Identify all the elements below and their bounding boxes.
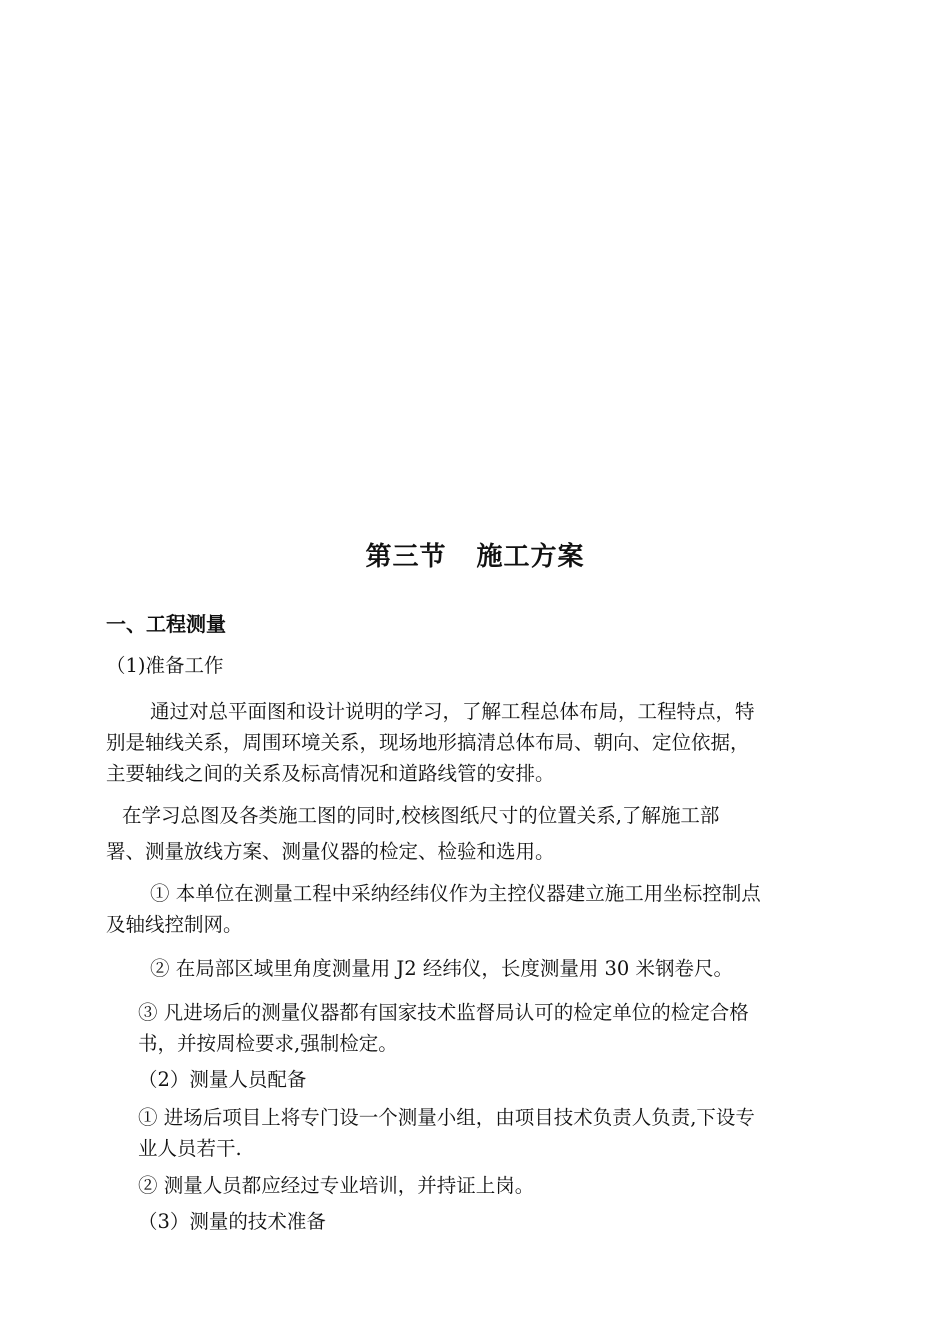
paragraph-1-line-2: 别是轴线关系，周围环境关系，现场地形搞清总体布局、朝向、定位依据， — [106, 731, 750, 754]
staff-item-2: ② 测量人员都应经过专业培训，并持证上岗。 — [138, 1174, 535, 1197]
title-part-1: 第三节 — [365, 542, 447, 572]
paragraph-2-line-1: 在学习总图及各类施工图的同时,校核图纸尺寸的位置关系,了解施工部 — [122, 804, 720, 827]
paragraph-1-line-1: 通过对总平面图和设计说明的学习，了解工程总体布局，工程特点，特 — [150, 700, 755, 723]
sub-heading-preparation: （1)准备工作 — [106, 654, 224, 677]
sub-heading-technical-prep: （3）测量的技术准备 — [138, 1210, 326, 1233]
paragraph-2-line-2: 署、测量放线方案、测量仪器的检定、检验和选用。 — [106, 840, 555, 863]
staff-item-1-line-1: ① 进场后项目上将专门设一个测量小组，由项目技术负责人负责,下设专 — [138, 1106, 755, 1129]
item-1-line-1: ① 本单位在测量工程中采纳经纬仪作为主控仪器建立施工用坐标控制点 — [150, 882, 761, 905]
item-2: ② 在局部区域里角度测量用 J2 经纬仪，长度测量用 30 米钢卷尺。 — [150, 957, 734, 980]
sub-heading-staffing: （2）测量人员配备 — [138, 1068, 307, 1091]
title-part-2: 施工方案 — [476, 542, 585, 572]
item-3-line-1: ③ 凡进场后的测量仪器都有国家技术监督局认可的检定单位的检定合格 — [138, 1001, 749, 1024]
item-3-line-2: 书，并按周检要求,强制检定。 — [138, 1032, 398, 1055]
section-heading: 一、工程测量 — [106, 612, 226, 636]
page-title — [0, 536, 950, 573]
item-1-line-2: 及轴线控制网。 — [106, 913, 243, 936]
staff-item-1-line-2: 业人员若干. — [138, 1137, 242, 1160]
paragraph-1-line-3: 主要轴线之间的关系及标高情况和道路线管的安排。 — [106, 762, 555, 785]
